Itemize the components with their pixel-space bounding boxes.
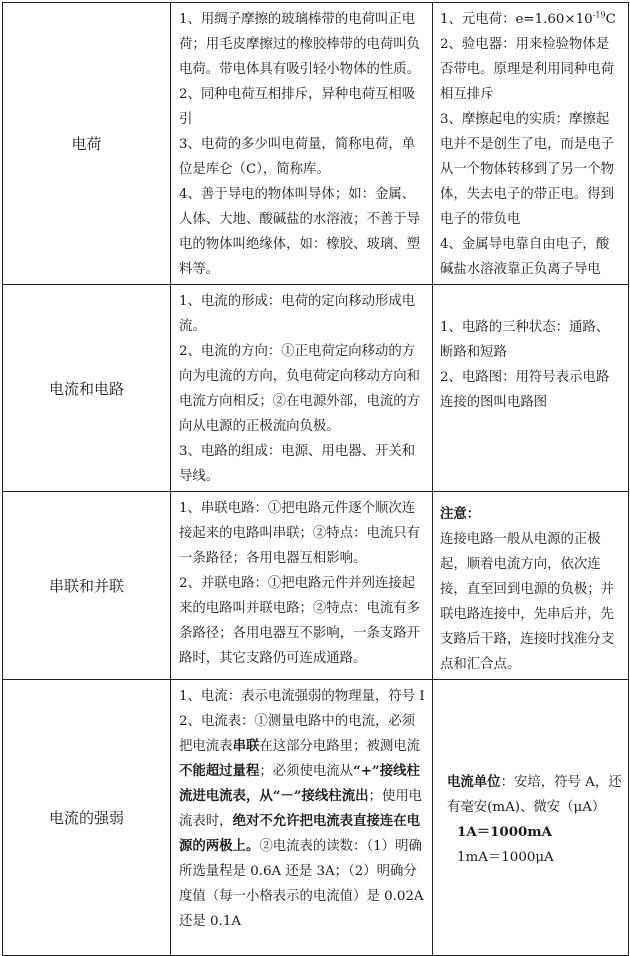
topic-series-parallel: 串联和并联 [3, 492, 171, 680]
connection-tips: 连接电路一般从电源的正极起，顺着电流方向，依次连接，直至回到电源的负极；并联电路连接中，先串后并，先支路后干路，连接时找准分支点和汇合点。 [440, 532, 615, 672]
ammeter-text-2: 在这部分电路里；被测电流 [259, 739, 421, 754]
ampere-milliampere: 1A＝1000mA [457, 824, 552, 840]
electroscope-note: 2、验电器：用来检验物体是否带电。原理是利用同种电荷相互排斥 [440, 37, 615, 102]
ammeter-text-3: ；必须使电流从 [259, 764, 354, 779]
series-parallel-details [171, 492, 433, 680]
circuit-diagram-note: 2、电路图：用符号表示电路连接的图叫电路图 [440, 370, 610, 410]
current-unit-text: ：安培，符号 A，还有毫安(mA)、微安（μA） [447, 775, 622, 815]
elementary-charge [440, 7, 622, 32]
current-unit [447, 770, 622, 820]
friction-charging-note: 3、摩擦起电的实质：摩擦起电并不是创生了电，而是电子从一个物体转移到了另一个物体，失去电子的带正电。得到电子的带负电 [440, 112, 615, 227]
elementary-charge-unit: C [605, 12, 616, 27]
conduction-note: 4、金属导电靠自由电子，酸碱盐水溶液靠正负离子导电 [440, 237, 610, 277]
current-formation: 1、电流的形成：电荷的定向移动形成电流。 [179, 294, 416, 334]
current-direction: 2、电流的方向：①正电荷定向移动的方向为电流的方向，负电荷定向移动方向和电流方向相反；②在电源外部，电流的方向从电源的正极流向负极。 [179, 344, 421, 434]
charge-details [171, 3, 433, 285]
elementary-charge-value: 1、元电荷：e=1.60×10 [440, 12, 593, 27]
row-charge [3, 3, 629, 285]
ammeter-reading: ②电流表的读数：（1）明确所选量程是 0.6A 还是 3A；（2）明确分度值（每一小格表示的电流值）是 0.02A 还是 0.1A [179, 839, 424, 929]
ammeter-text-1: 2、电流表：①测量电路中的电流，必须把电流表 [179, 714, 416, 754]
current-circuit-notes [433, 285, 629, 492]
topic-charge: 电荷 [3, 3, 171, 285]
current-unit-notes [433, 680, 629, 956]
topic-current-circuit: 电流和电路 [3, 285, 171, 492]
current-definition: 1、电流：表示电流强弱的物理量，符号 I [179, 689, 425, 704]
current-circuit-details [171, 285, 433, 492]
charge-item-1: 1、用绸子摩擦的玻璃棒带的电荷叫正电荷；用毛皮摩擦过的橡胶棒带的电荷叫负电荷。带电体具有吸引轻小物体的性质。 [179, 12, 421, 77]
milliampere-microampere: 1mA＝1000μA [457, 850, 554, 865]
current-unit-label: 电流单位 [447, 774, 501, 790]
ammeter-range-emph: 不能超过量程 [179, 763, 260, 779]
row-current-circuit [3, 285, 629, 492]
knowledge-table [2, 2, 629, 956]
row-current-strength [3, 680, 629, 956]
parallel-circuit: 2、并联电路：①把电路元件并列连接起来的电路叫并联电路；②特点：电流有多条路径；各用电器互不影响，一条支路开路时，其它支路仍可连成通路。 [179, 576, 421, 666]
series-parallel-notes [433, 492, 629, 680]
series-circuit: 1、串联电路：①把电路元件逐个顺次连接起来的电路叫串联；②特点：电流只有一条路径；各用电器互相影响。 [179, 501, 421, 566]
charge-notes [433, 3, 629, 285]
topic-current-strength: 电流的强弱 [3, 680, 171, 956]
circuit-states: 1、电路的三种状态：通路、断路和短路 [440, 320, 610, 360]
current-strength-details [171, 680, 433, 956]
ammeter-usage [179, 709, 426, 934]
charge-item-2: 2、同种电荷互相排斥，异种电荷互相吸引 [179, 87, 416, 127]
ammeter-terminal-emph: “+”接线柱流进电流表，从“－”接线柱流出 [179, 763, 420, 804]
ammeter-warning-emph: 绝对不允许把电流表直接连在电源的两极上。 [179, 813, 421, 854]
charge-item-3: 3、电荷的多少叫电荷量，简称电荷，单位是库仑（C），简称库。 [179, 137, 416, 177]
row-series-parallel [3, 492, 629, 680]
elementary-charge-exponent: -19 [592, 10, 606, 20]
ammeter-text-4: ；使用电流表时， [179, 789, 423, 829]
charge-item-4: 4、善于导电的物体叫导体；如：金属、人体、大地、酸碱盐的水溶液；不善于导电的物体叫绝缘体，如：橡胶、玻璃、塑料等。 [179, 187, 421, 277]
circuit-components: 3、电路的组成：电源、用电器、开关和导线。 [179, 444, 416, 484]
attention-heading: 注意： [440, 506, 481, 522]
ammeter-series-emph: 串联 [232, 738, 260, 754]
